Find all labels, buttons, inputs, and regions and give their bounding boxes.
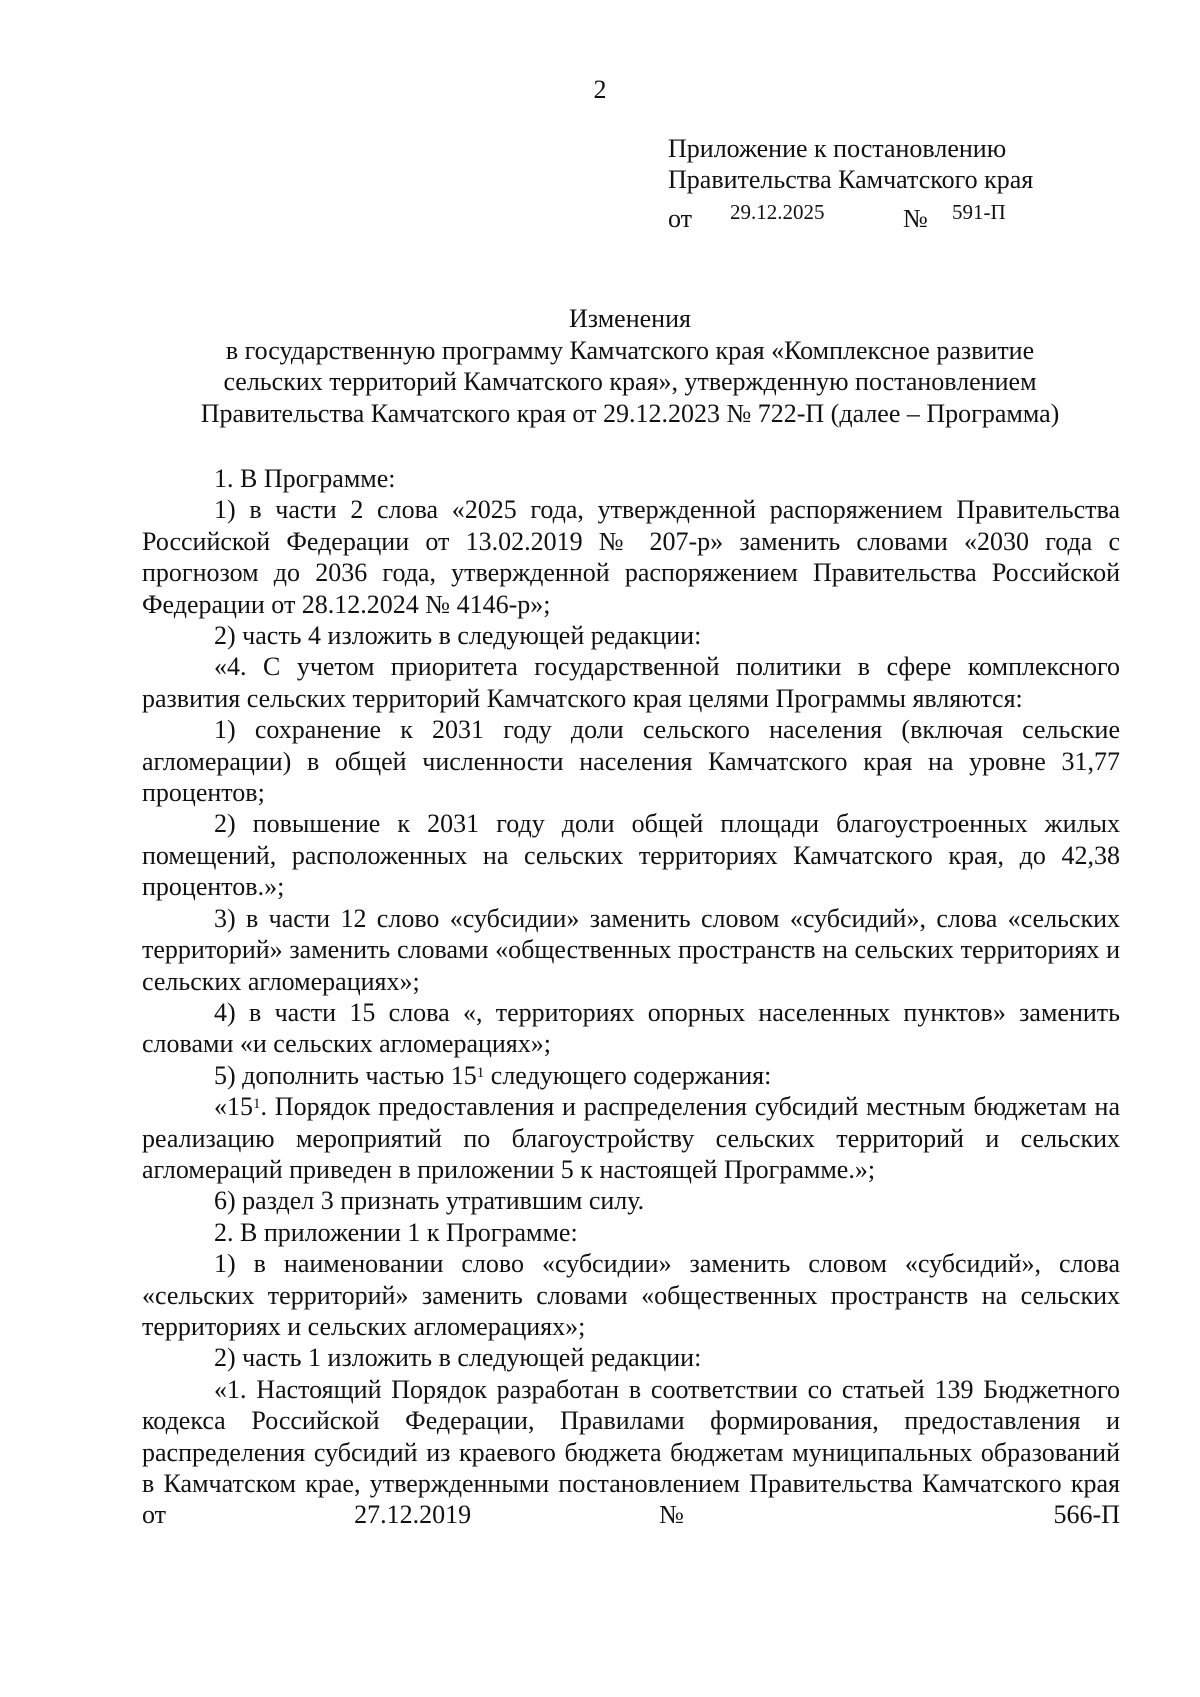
paragraph-6: 2) повышение к 2031 году доли общей площади благоустроенных жилых помещений, расположенных на сельских территориях Камчатского края, до 42,38 процентов.»; xyxy=(142,809,1120,902)
paragraph-10-text-b: . Порядок предоставления и распределения субсидий местным бюджетам на реализацию мероприятий по благоустройству сельских территорий и сельских агломераций приведен в приложении 5 к настоящей Программе.»; xyxy=(142,1092,1120,1184)
paragraph-2: 1) в части 2 слова «2025 года, утвержденной распоряжением Правительства Российской Федерации от 13.02.2019 № 207-р» заменить словами «2030 года с прогнозом до 2036 года, утвержденной распоряжением Правительства Российской Федерации от 28.12.2024 № 4146-р»; xyxy=(142,495,1120,619)
appendix-line-2: Правительства Камчатского края xyxy=(668,165,1034,194)
title-line-3: сельских территорий Камчатского края», утвержденную постановлением xyxy=(223,367,1037,396)
paragraph-8: 4) в части 15 слова «, территориях опорных населенных пунктов» заменить словами «и сельских агломерациях»; xyxy=(142,997,1120,1059)
title-line-4: Правительства Камчатского края от 29.12.2023 № 722-П (далее – Программа) xyxy=(200,398,1060,428)
paragraph-13: 1) в наименовании слово «субсидии» заменить словом «субсидий», слова «сельских территорий» заменить словами «общественных пространств на сельских территориях и сельских агломерациях»; xyxy=(142,1249,1120,1341)
paragraph-9-text-a: 5) дополнить частью 15 xyxy=(214,1060,477,1090)
paragraph-5: 1) сохранение к 2031 году доли сельского населения (включая сельские агломерации) в общей численности населения Камчатского края на уровне 31,77 процентов; xyxy=(142,715,1120,808)
decree-number: 591-П xyxy=(952,200,1006,224)
page-number: 2 xyxy=(593,75,607,104)
from-label: от xyxy=(668,204,693,233)
decree-date: 29.12.2025 xyxy=(730,200,825,224)
title-line-1: Изменения xyxy=(569,304,691,333)
paragraph-3: 2) часть 4 изложить в следующей редакции: xyxy=(214,621,702,651)
paragraph-15: «1. Настоящий Порядок разработан в соответствии со статьей 139 Бюджетного кодекса Российской Федерации, Правилами формирования, предоставления и распределения субсидий из краевого бюджета бюджетам муниципальных образований в Камчатском крае, утвержденными постановлением Правительства Камчатского края от 27.12.2019 № 566-П xyxy=(142,1374,1120,1530)
number-sign: № xyxy=(903,204,928,233)
paragraph-14: 2) часть 1 изложить в следующей редакции: xyxy=(214,1343,702,1373)
paragraph-11: 6) раздел 3 признать утратившим силу. xyxy=(214,1186,645,1216)
paragraph-10 xyxy=(142,1091,1120,1185)
paragraph-7: 3) в части 12 слово «субсидии» заменить словом «субсидий», слова «сельских территорий» заменить словами «общественных пространств на сельских территориях и сельских агломерациях»; xyxy=(142,903,1120,996)
paragraph-10-text-a: «15 xyxy=(214,1092,253,1122)
paragraph-10-superscript: 1 xyxy=(253,1096,261,1113)
paragraph-1: 1. В Программе: xyxy=(214,464,396,493)
paragraph-9 xyxy=(142,1060,1120,1091)
appendix-line-1: Приложение к постановлению xyxy=(668,134,1007,163)
appendix-header xyxy=(668,133,1033,231)
paragraph-9-text-b: следующего содержания: xyxy=(484,1060,772,1090)
paragraph-4: «4. С учетом приоритета государственной политики в сфере комплексного развития сельских территорий Камчатского края целями Программы являются: xyxy=(142,652,1120,713)
paragraph-9-superscript: 1 xyxy=(476,1064,485,1081)
document-body xyxy=(142,463,1120,1531)
paragraph-12: 2. В приложении 1 к Программе: xyxy=(214,1217,578,1247)
title-line-2: в государственную программу Камчатского края «Комплексное развитие xyxy=(225,335,1035,365)
document-title xyxy=(140,303,1120,429)
appendix-date-number xyxy=(668,197,1033,231)
